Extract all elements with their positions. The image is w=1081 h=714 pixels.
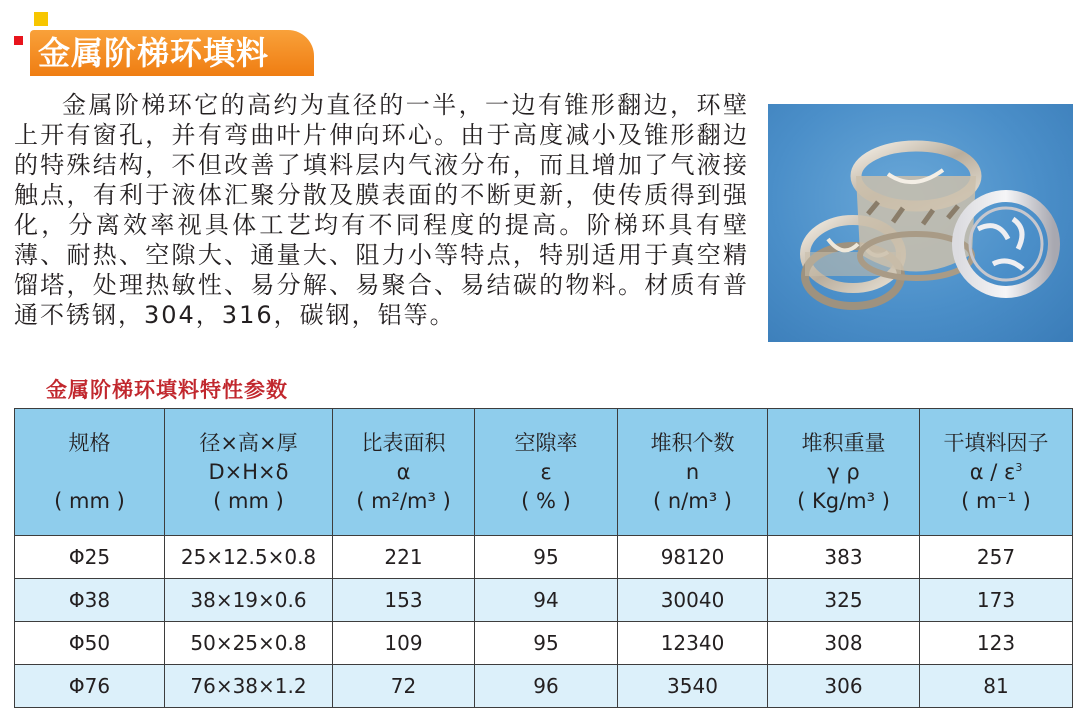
cell-dry-packing-factor: 81 [920,665,1073,708]
header-void-fraction: 空隙率 ε ( % ) [475,409,618,536]
cell-packing-weight: 383 [768,536,920,579]
product-photo [768,104,1073,342]
cell-void-fraction: 95 [475,622,618,665]
product-description: 金属阶梯环它的高约为直径的一半，一边有锥形翻边，环壁上开有窗孔，并有弯曲叶片伸向环心。由于高度减小及锥形翻边的特殊结构，不但改善了填料层内气液分布，而且增加了气液接触点，有利于液体汇聚分散及膜表面的不断更新，使传质得到强化，分离效率视具体工艺均有不同程度的提高。阶梯环具有壁薄、耐热、空隙大、通量大、阻力小等特点，特别适用于真空精馏塔，处理热敏性、易分解、易聚合、易结碳的物料。材质有普通不锈钢，304，316，碳钢，铝等。 [14,91,749,329]
header-packing-number: 堆积个数 n ( n/m³ ) [618,409,768,536]
spec-table [14,408,1073,708]
header-spec: 规格 ( mm ) [15,409,165,536]
cell-spec: Φ50 [15,622,165,665]
cell-spec: Φ38 [15,579,165,622]
cell-spec: Φ76 [15,665,165,708]
cell-packing-number: 12340 [618,622,768,665]
cell-dry-packing-factor: 173 [920,579,1073,622]
table-row [15,536,1073,579]
cell-dimensions: 76×38×1.2 [165,665,333,708]
table-caption: 金属阶梯环填料特性参数 [46,378,288,402]
table-header-row [15,409,1073,536]
cell-dimensions: 50×25×0.8 [165,622,333,665]
cell-specific-surface: 221 [333,536,475,579]
cell-spec: Φ25 [15,536,165,579]
header-specific-surface: 比表面积 α ( m²/m³ ) [333,409,475,536]
cell-packing-weight: 308 [768,622,920,665]
cell-specific-surface: 72 [333,665,475,708]
header-packing-weight: 堆积重量 γ ρ ( Kg/m³ ) [768,409,920,536]
cell-packing-weight: 306 [768,665,920,708]
decorative-red-square [14,36,23,45]
header-dimensions: 径×高×厚 D×H×δ ( mm ) [165,409,333,536]
cell-packing-number: 3540 [618,665,768,708]
metal-step-rings-illustration [768,104,1073,342]
decorative-yellow-square [34,12,48,26]
section-title: 金属阶梯环填料 [30,30,314,76]
cell-dimensions: 38×19×0.6 [165,579,333,622]
cell-specific-surface: 109 [333,622,475,665]
table-row [15,579,1073,622]
table-row [15,622,1073,665]
cell-void-fraction: 94 [475,579,618,622]
table-row [15,665,1073,708]
cell-dimensions: 25×12.5×0.8 [165,536,333,579]
cell-packing-number: 98120 [618,536,768,579]
cell-packing-number: 30040 [618,579,768,622]
header-dry-packing-factor: 干填料因子 α / $\varepsilon^3$ ( m⁻¹ ) [920,409,1073,536]
cell-dry-packing-factor: 257 [920,536,1073,579]
cell-packing-weight: 325 [768,579,920,622]
cell-specific-surface: 153 [333,579,475,622]
cell-dry-packing-factor: 123 [920,622,1073,665]
cell-void-fraction: 95 [475,536,618,579]
cell-void-fraction: 96 [475,665,618,708]
